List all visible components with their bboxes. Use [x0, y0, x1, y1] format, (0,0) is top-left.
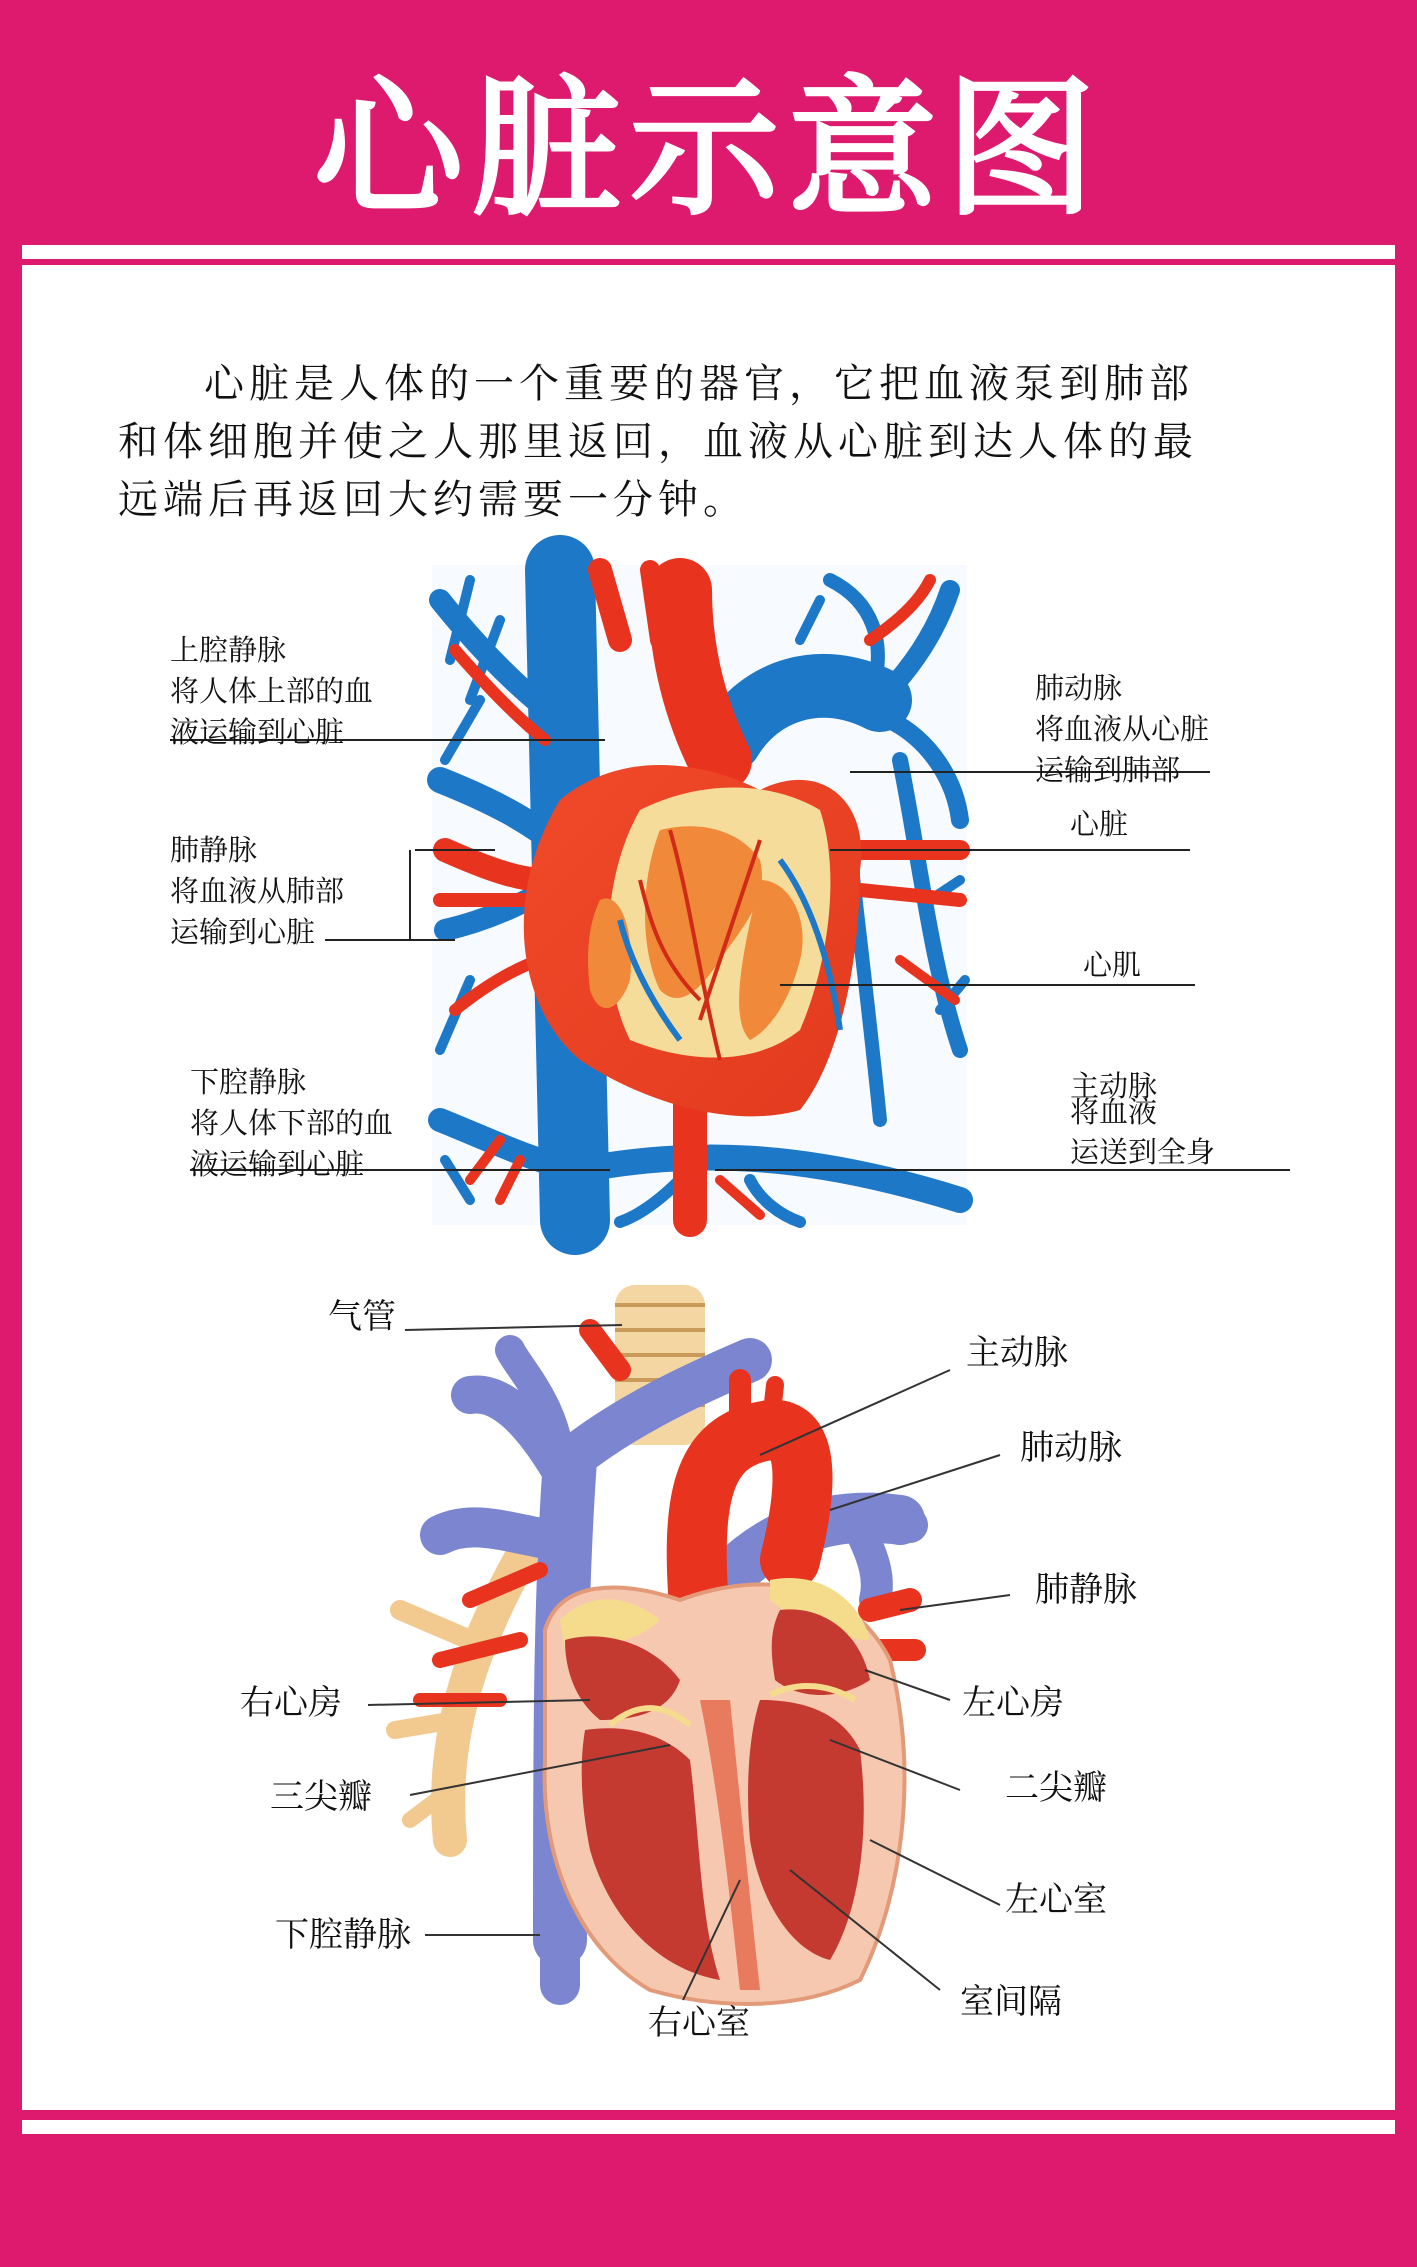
label-inferior-vena-cava: 下腔静脉 将人体下部的血 液运输到心脏 — [190, 1065, 394, 1181]
intro-line-2: 和体细胞并使之人那里返回，血液从心脏到达人体的最 — [118, 419, 1198, 465]
label-pulmonary-artery: 肺动脉 将血液从心脏 运输到肺部 — [1035, 671, 1210, 787]
intro-line-3: 远端后再返回大约需要一分钟。 — [118, 477, 748, 523]
intro-line-1: 心脏是人体的一个重要的器官，它把血液泵到肺部 — [204, 361, 1194, 407]
label-trachea: 气管 — [328, 1297, 396, 1337]
label-aorta-top: 主动脉 将血液 运送到全身 — [1070, 1069, 1216, 1169]
label-left-atrium: 左心房 — [962, 1683, 1064, 1723]
label-pulmonary-vein: 肺静脉 将血液从肺部 运输到心脏 — [170, 833, 345, 949]
label-right-ventricle: 右心室 — [648, 2003, 750, 2043]
label-left-ventricle: 左心室 — [1005, 1880, 1107, 1920]
label-heart: 心脏 — [1070, 807, 1129, 841]
label-right-atrium: 右心房 — [240, 1683, 342, 1723]
label-pulmonary-vein-bottom: 肺静脉 — [1035, 1570, 1137, 1610]
label-interventricular-septum: 室间隔 — [960, 1982, 1062, 2022]
label-superior-vena-cava: 上腔静脉 将人体上部的血 液运输到心脏 — [170, 633, 374, 749]
label-myocardium: 心肌 — [1083, 948, 1142, 982]
label-mitral-valve: 二尖瓣 — [1005, 1768, 1107, 1808]
label-tricuspid-valve: 三尖瓣 — [270, 1777, 372, 1817]
label-inferior-vena-cava-bottom: 下腔静脉 — [275, 1915, 411, 1955]
label-pulmonary-artery-bottom: 肺动脉 — [1020, 1428, 1122, 1468]
page-title: 心脏示意图 — [313, 63, 1104, 237]
label-aorta: 主动脉 — [966, 1333, 1068, 1373]
